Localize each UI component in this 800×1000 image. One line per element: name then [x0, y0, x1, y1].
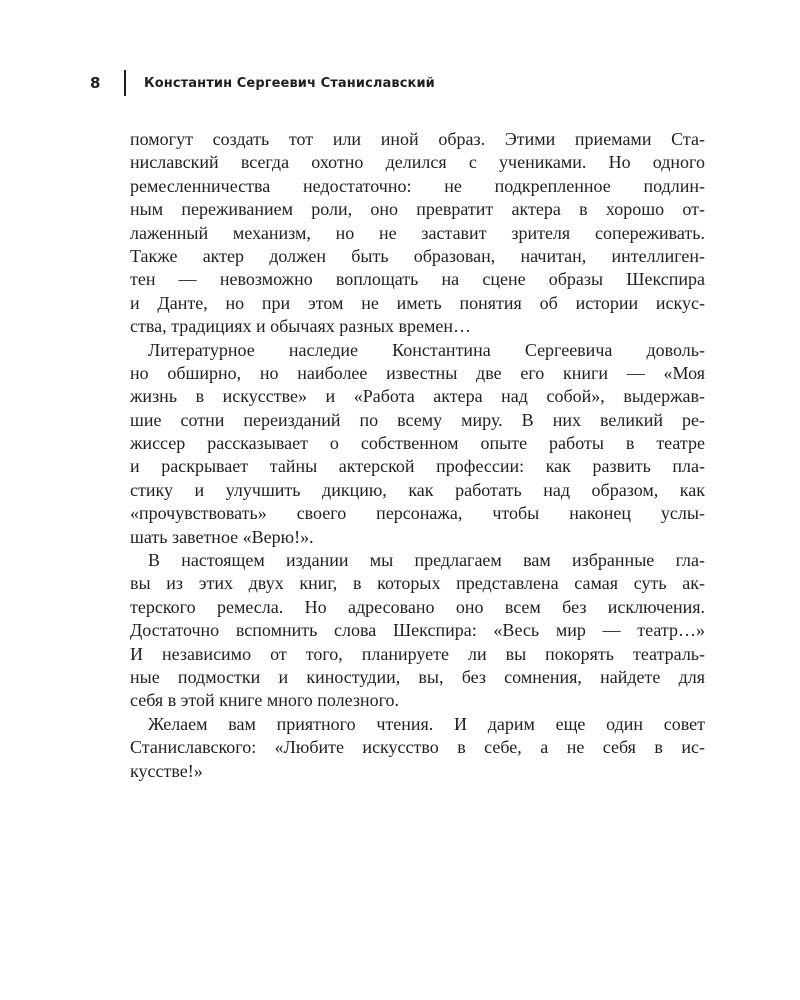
text-line: шие сотни переизданий по всему миру. В них великий ре- — [130, 409, 705, 430]
text-line: стику и улучшить дикцию, как работать над образом, как — [130, 479, 705, 500]
paragraph-first-line: В настоящем издании мы предлагаем вам избранные гла- — [148, 550, 705, 571]
text-line: но обширно, но наиболее известны две его книги — «Моя — [130, 362, 705, 383]
text-line: ства, традициях и обычаях разных времен… — [130, 316, 472, 337]
text-line: ные подмостки и киностудии, вы, без сомнения, найдете для — [130, 666, 705, 687]
text-line: ремесленничества недостаточно: не подкрепленное подлин- — [130, 175, 705, 196]
paragraph-first-line: Желаем вам приятного чтения. И дарим еще один совет — [148, 713, 705, 734]
text-line: Станиславского: «Любите искусство в себе, а не себя в ис- — [130, 737, 705, 758]
text-line: ниславский всегда охотно делился с учениками. Но одного — [130, 152, 705, 173]
page-number: 8 — [90, 74, 101, 92]
text-line: себя в этой книге много полезного. — [130, 690, 400, 711]
text-line: Также актер должен быть образован, начитан, интеллиген- — [130, 245, 705, 266]
text-line: вы из этих двух книг, в которых представлена самая суть ак- — [130, 573, 705, 594]
text-line: И независимо от того, планируете ли вы покорять театраль- — [130, 643, 705, 664]
text-line: «прочувствовать» своего персонажа, чтобы наконец услы- — [130, 503, 705, 524]
text-line: шать заветное «Верю!». — [130, 526, 314, 547]
header-divider — [124, 70, 126, 96]
text-line: тен — невозможно воплощать на сцене образы Шекспира — [130, 269, 705, 290]
text-line: жизнь в искусстве» и «Работа актера над собой», выдержав- — [130, 386, 705, 407]
text-line: терского ремесла. Но адресовано оно всем без исключения. — [130, 596, 705, 617]
text-line: лаженный механизм, но не заставит зрителя сопереживать. — [130, 222, 705, 243]
body-text — [130, 128, 705, 783]
text-line: и раскрывает тайны актерской профессии: как развить пла- — [130, 456, 705, 477]
running-header — [90, 70, 435, 96]
text-line: жиссер рассказывает о собственном опыте работы в театре — [130, 433, 705, 454]
text-line: помогут создать тот или иной образ. Этими приемами Ста- — [130, 129, 705, 149]
text-line: кусстве!» — [130, 760, 203, 781]
text-line: ным переживанием роли, оно превратит актера в хорошо от- — [130, 199, 705, 220]
paragraph-first-line: Литературное наследие Константина Сергеевича доволь- — [148, 339, 705, 360]
running-title: Константин Сергеевич Станиславский — [144, 75, 435, 91]
text-line: Достаточно вспомнить слова Шекспира: «Весь мир — театр…» — [130, 620, 705, 641]
text-line: и Данте, но при этом не иметь понятия об истории искус- — [130, 292, 705, 313]
